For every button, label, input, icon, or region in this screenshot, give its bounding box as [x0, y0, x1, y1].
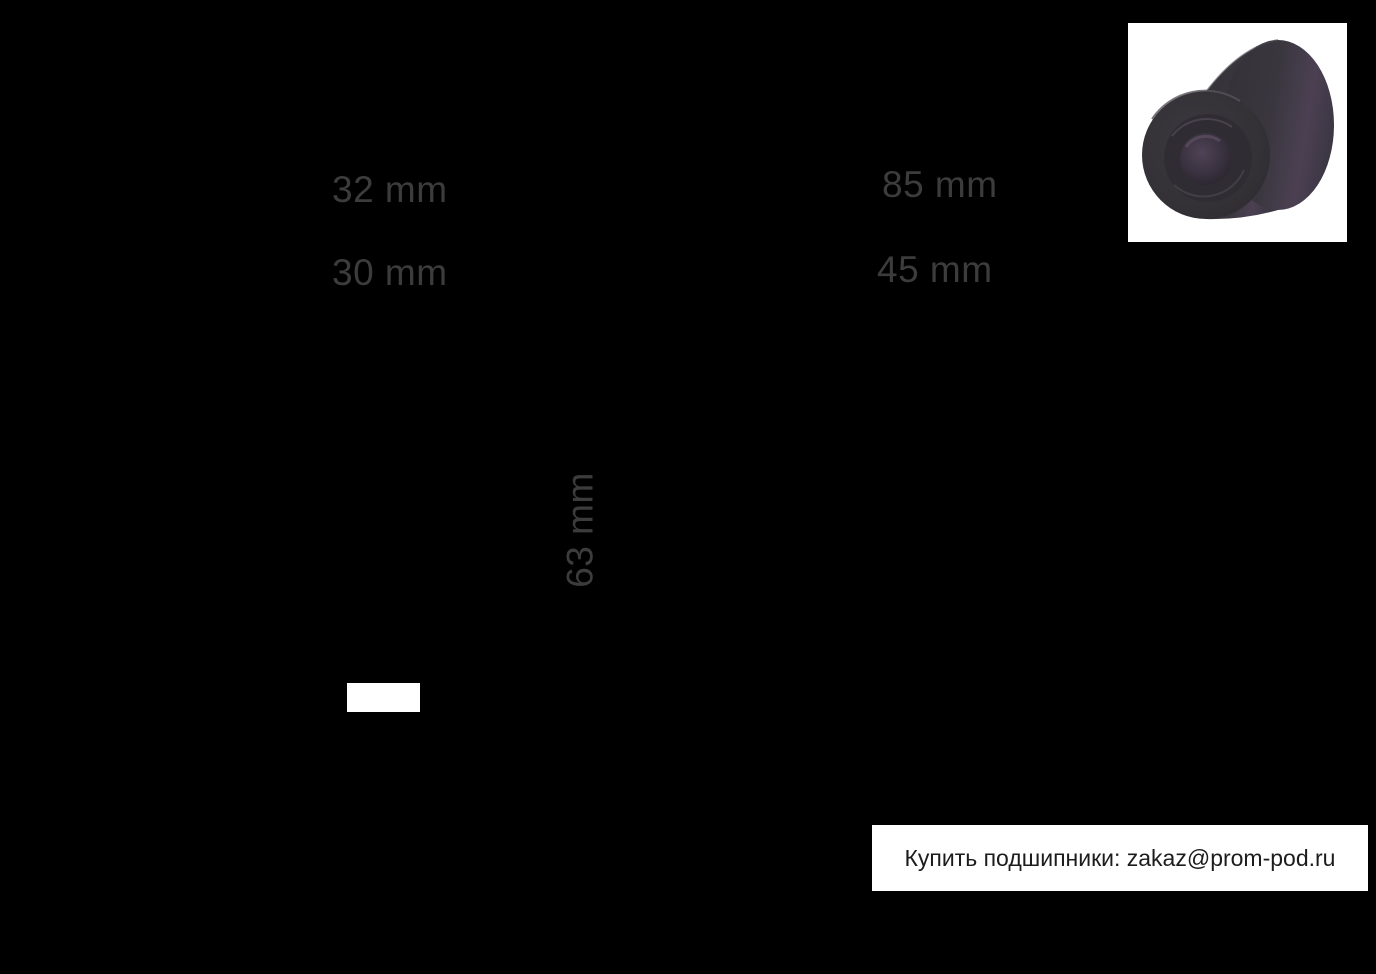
product-photo — [1128, 23, 1347, 242]
contact-banner — [872, 825, 1368, 891]
dimension-label-bore-diameter: 45 mm — [877, 249, 993, 290]
dimension-label-width-inner: 30 mm — [332, 252, 448, 293]
contact-banner-text: Купить подшипники: zakaz@prom-pod.ru — [904, 844, 1336, 871]
dimension-label-outer-diameter: 85 mm — [882, 164, 998, 205]
dimension-label-overall-width: 63 mm — [559, 472, 601, 588]
bearing-image — [1128, 23, 1347, 242]
blank-white-rectangle — [347, 683, 420, 712]
dimension-label-width-outer: 32 mm — [332, 169, 448, 210]
